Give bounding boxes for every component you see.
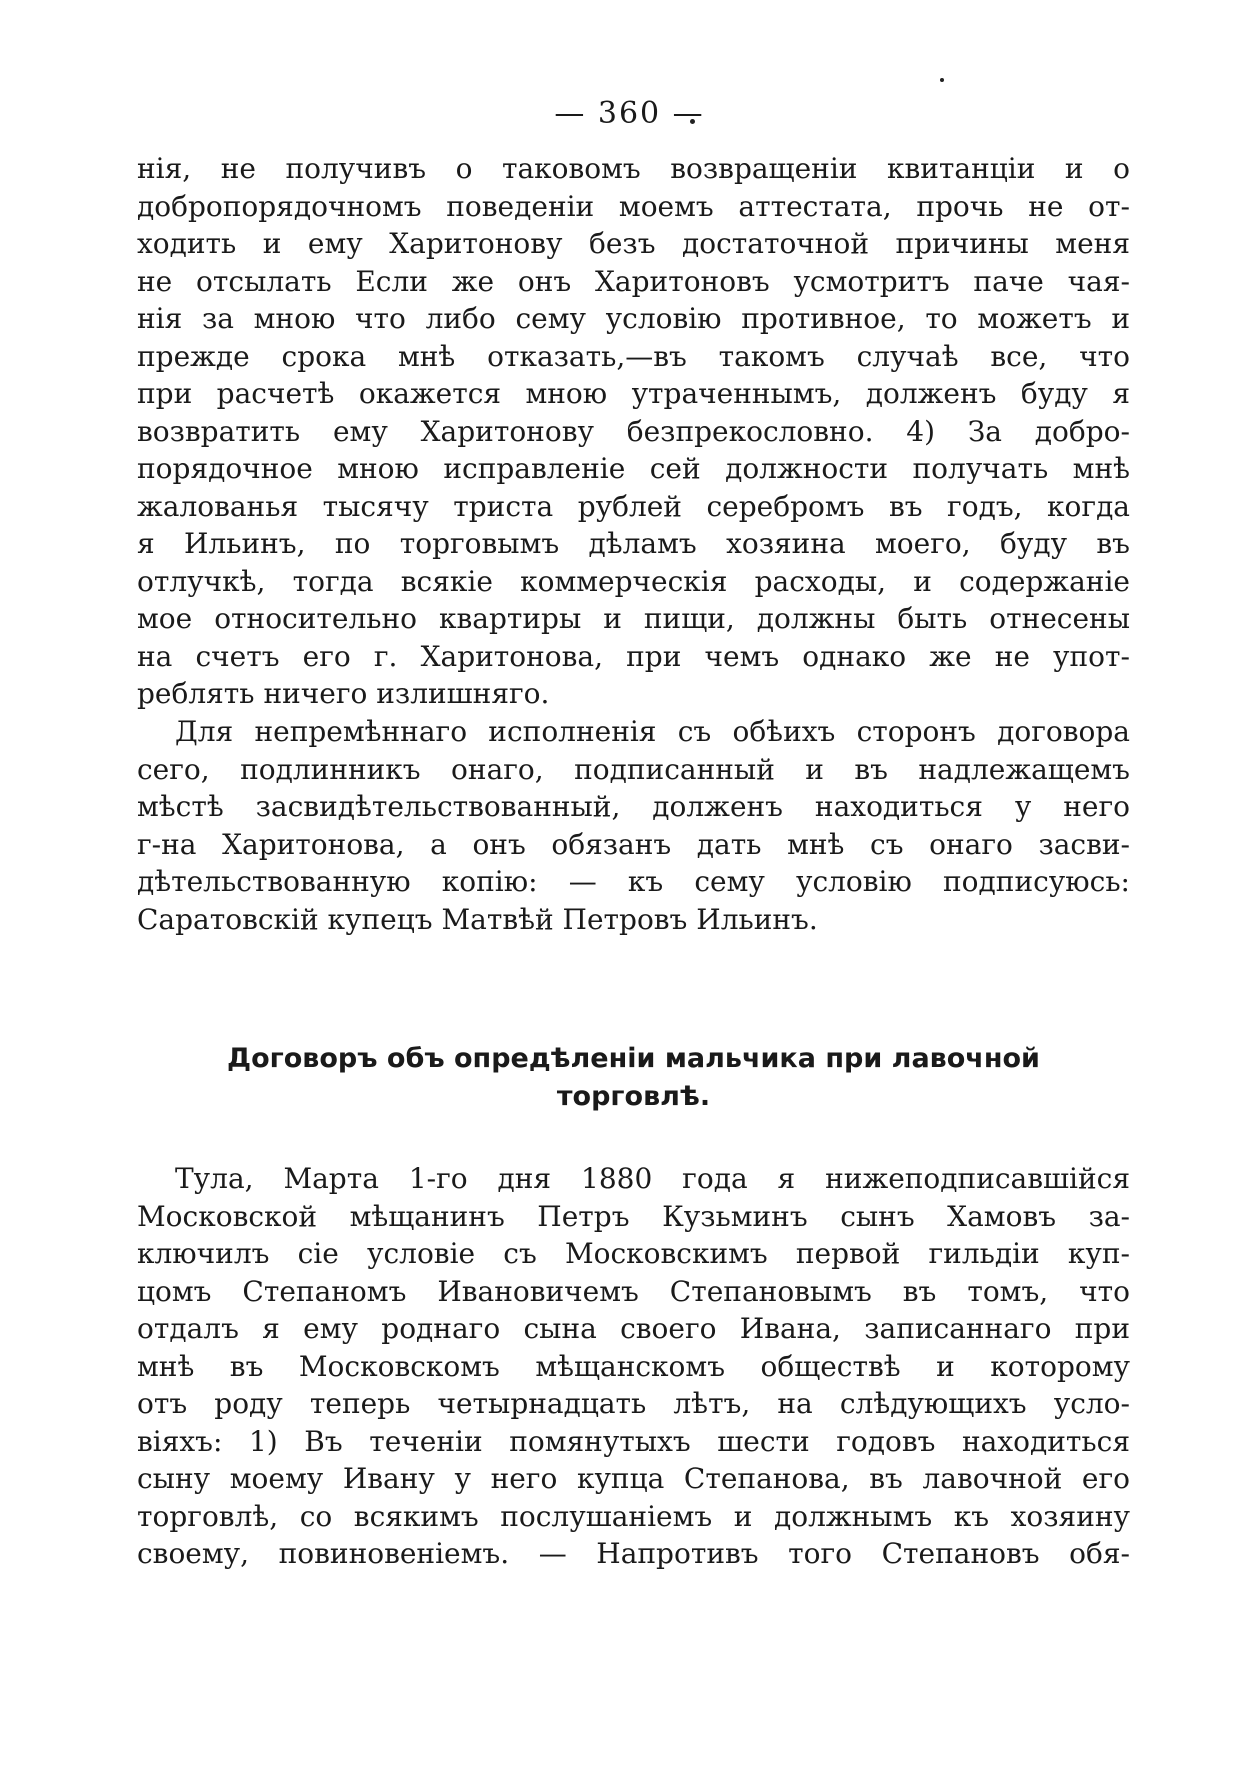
text-line: прежде срока мнѣ отказать,—въ такомъ случаѣ все, что [137,339,1130,373]
text-line: отдалъ я ему роднаго сына своего Ивана, записаннаго при [137,1312,1130,1345]
text-line: не отсылать Если же онъ Харитоновъ усмотритъ паче чая- [137,264,1130,298]
text-line: Тула, Марта 1-го дня 1880 года я нижеподписавшійся [175,1162,1130,1195]
text-line: мѣстѣ засвидѣтельствованный, долженъ находиться у него [137,790,1130,823]
text-line: г-на Харитонова, а онъ обязанъ дать мнѣ съ онаго засви- [137,827,1130,861]
text-line: сыну моему Ивану у него купца Степанова, въ лавочной его [137,1462,1130,1495]
heading-line: Договоръ объ опредѣленіи мальчика при лавочной [227,1043,1040,1074]
text-line: нія, не получивъ о таковомъ возвращеніи квитанціи и о [137,152,1130,185]
text-line: Московской мѣщанинъ Петръ Кузьминъ сынъ Хамовъ за- [137,1199,1130,1233]
text-line: на счетъ его г. Харитонова, при чемъ однако же не упот- [137,639,1130,673]
page-number: — 360 — [554,96,705,131]
text-line: Для непремѣннаго исполненія съ обѣихъ сторонъ договора [175,715,1130,748]
heading-line: торговлѣ. [556,1081,711,1112]
section-heading [137,1040,1130,1116]
text-line: віяхъ: 1) Въ теченіи помянутыхъ шести годовъ находиться [137,1424,1130,1458]
text-line: мнѣ въ Московскомъ мѣщанскомъ обществѣ и которому [137,1349,1130,1383]
text-line: отлучкѣ, тогда всякіе коммерческія расходы, и содержаніе [137,564,1130,598]
text-line: торговлѣ, со всякимъ послушаніемъ и должнымъ къ хозяину [137,1499,1130,1533]
text-line: дѣтельствованную копію: — къ сему условію подписуюсь: [137,865,1130,898]
paragraph-contract [137,1160,1130,1573]
text-line: добропорядочномъ поведеніи моемъ аттестата, прочь не от- [137,189,1130,223]
text-line: порядочное мною исправленіе сей должности получать мнѣ [137,452,1130,485]
text-line: отъ роду теперь четырнадцать лѣтъ, на слѣдующихъ усло- [137,1387,1130,1420]
text-line: нія за мною что либо сему условію противное, то можетъ и [137,302,1130,335]
text-line: своему, повиновеніемъ. — Напротивъ того Степановъ обя- [137,1537,1130,1570]
text-line: мое относительно квартиры и пищи, должны быть отнесены [137,602,1130,635]
text-line: при расчетѣ окажется мною утраченнымъ, долженъ буду я [137,377,1130,410]
text-line: сего, подлинникъ онаго, подписанный и въ надлежащемъ [137,752,1130,786]
text-line: ключилъ сіе условіе съ Московскимъ первой гильдіи куп- [137,1237,1130,1270]
text-line: ходить и ему Харитонову безъ достаточной причины меня [137,227,1130,260]
paragraph-signature [137,713,1130,938]
paragraph-continued [137,150,1130,713]
text-line: возвратить ему Харитонову безпрекословно. 4) За добро- [137,414,1130,448]
text-line: реблять ничего излишняго. [137,677,550,710]
text-line: жалованья тысячу триста рублей серебромъ въ годъ, когда [137,489,1130,523]
print-speck [940,78,944,82]
text-line: Саратовскій купецъ Матвѣй Петровъ Ильинъ. [137,902,818,936]
text-line: я Ильинъ, по торговымъ дѣламъ хозяина моего, буду въ [137,527,1130,560]
text-line: цомъ Степаномъ Ивановичемъ Степановымъ въ томъ, что [137,1274,1130,1308]
